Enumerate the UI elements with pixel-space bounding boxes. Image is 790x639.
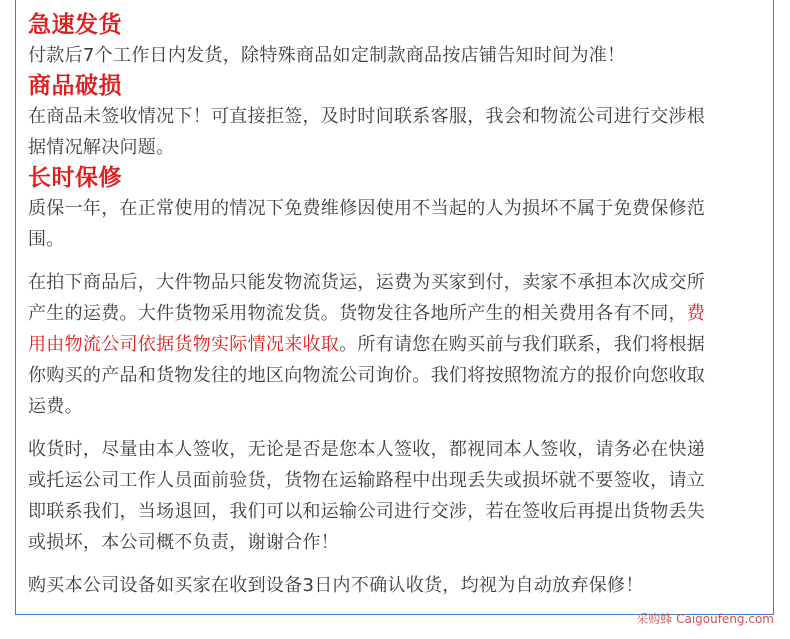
fast-shipping-text: 付款后7个工作日内发货，除特殊商品如定制款商品按店铺告知时间为准！ — [28, 45, 626, 66]
receiving-line3: 即联系我们，当场退回，我们可以和运输公司进行交涉，若在签收后再提出货物丢失 — [28, 501, 706, 522]
warranty-text — [28, 193, 773, 255]
shipping-line1: 在拍下商品后，大件物品只能发物流货运，运费为买家到付，卖家不承担本次成交所 — [28, 272, 706, 293]
warranty-note: 购买本公司设备如买家在收到设备3日内不确认收货，均视为自动放弃保修！ — [28, 575, 644, 596]
spacer — [28, 255, 773, 267]
shipping-line4: 你购买的产品和货物发往的地区向物流公司询价。我们将按照物流方的报价向您收取 — [28, 365, 706, 386]
heading-warranty: 长时保修 — [28, 165, 122, 191]
receiving-line1: 收货时，尽量由本人签收，无论是否是您本人签收，都视同本人签收，请务必在快递 — [28, 439, 706, 460]
shipping-paragraph — [28, 267, 773, 422]
warranty-text-line2: 围。 — [28, 229, 65, 250]
site-watermark: 采购蜂 Caigoufeng.com — [636, 612, 774, 626]
receiving-paragraph — [28, 434, 773, 558]
shipping-highlight-a: 费 — [686, 303, 706, 324]
damage-text-line2: 据情况解决问题。 — [28, 137, 175, 158]
receiving-line4: 或损坏，本公司概不负责，谢谢合作！ — [28, 532, 340, 553]
warranty-text-line1: 质保一年，在正常使用的情况下免费维修因使用不当起的人为损坏不属于免费保修范 — [28, 198, 706, 219]
shipping-highlight-b: 用由物流公司依据货物实际情况来收取 — [28, 334, 340, 355]
shipping-line5: 运费。 — [28, 396, 83, 417]
spacer — [28, 558, 773, 570]
damage-text-line1: 在商品未签收情况下！可直接拒签，及时时间联系客服，我会和物流公司进行交涉根 — [28, 106, 706, 127]
damage-text — [28, 101, 773, 163]
policy-content — [28, 10, 773, 601]
spacer — [28, 422, 773, 434]
receiving-line2: 或托运公司工作人员面前验货，货物在运输路程中出现丢失或损坏就不要签收，请立 — [28, 470, 706, 491]
heading-fast-shipping: 急速发货 — [28, 12, 122, 38]
shipping-line3: 。所有请您在购买前与我们联系，我们将根据 — [339, 334, 706, 355]
heading-damage: 商品破损 — [28, 73, 122, 99]
shipping-line2: 产生的运费。大件货物采用物流发货。货物发往各地所产生的相关费用各有不同， — [28, 303, 687, 324]
